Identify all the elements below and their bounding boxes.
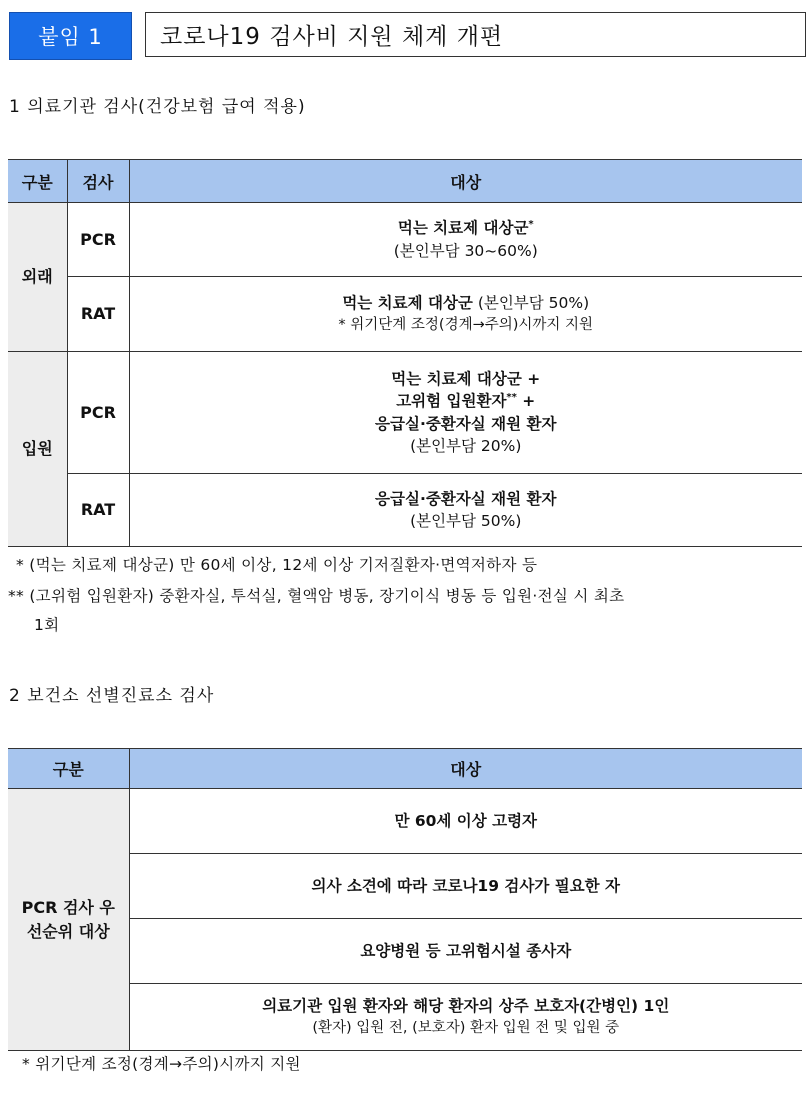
test-type: RAT <box>67 277 129 352</box>
document-header <box>9 12 809 60</box>
table-header-row <box>8 160 802 203</box>
section1-table <box>8 159 802 547</box>
target-cell <box>129 474 802 547</box>
target-cell <box>129 984 802 1051</box>
table-row <box>8 203 802 277</box>
section2-heading: 2 보건소 선별진료소 검사 <box>9 686 215 706</box>
table-row <box>8 474 802 547</box>
group-label-pcr-priority <box>8 789 129 1051</box>
table-header-row <box>8 749 802 789</box>
group-label-line: PCR 검사 우 <box>21 898 115 918</box>
group-label-outpatient: 외래 <box>8 203 67 352</box>
target-cell: 요양병원 등 고위험시설 종사자 <box>129 919 802 984</box>
target-text: 먹는 치료제 대상군 <box>397 219 529 238</box>
test-type: PCR <box>67 203 129 277</box>
attachment-badge: 붙임 1 <box>9 12 132 60</box>
column-header-category: 구분 <box>8 160 67 203</box>
support-note: * 위기단계 조정(경계→주의)시까지 지원 <box>338 316 594 333</box>
copay-text: (본인부담 50%) <box>410 512 522 530</box>
footnote-mark: ** <box>506 391 517 403</box>
target-text: 먹는 치료제 대상군 <box>342 294 473 313</box>
copay-text: (본인부담 20%) <box>410 436 522 455</box>
test-type: RAT <box>67 474 129 547</box>
footnote-2: ** (고위험 입원환자) 중환자실, 투석실, 혈액암 병동, 장기이식 병동 등 입원·전실 시 최초 <box>8 587 625 605</box>
group-label-inpatient: 입원 <box>8 352 67 547</box>
target-text: 응급실·중환자실 재원 환자 <box>375 414 557 433</box>
footnote-mark: * <box>528 218 534 230</box>
copay-text: (본인부담 50%) <box>472 294 590 313</box>
column-header-test: 검사 <box>67 160 129 203</box>
target-text: 의료기관 입원 환자와 해당 환자의 상주 보호자(간병인) 1인 <box>262 997 670 1016</box>
target-cell: 의사 소견에 따라 코로나19 검사가 필요한 자 <box>129 854 802 919</box>
footnote-2-continued: 1회 <box>34 616 60 634</box>
section1-heading: 1 의료기관 검사(건강보험 급여 적용) <box>9 97 306 117</box>
target-text: 응급실·중환자실 재원 환자 <box>375 489 557 508</box>
test-type: PCR <box>67 352 129 474</box>
table-row <box>8 789 802 854</box>
footnote-section2: * 위기단계 조정(경계→주의)시까지 지원 <box>22 1055 301 1073</box>
copay-text: (본인부담 30~60%) <box>393 241 538 260</box>
target-cell: 만 60세 이상 고령자 <box>129 789 802 854</box>
column-header-target: 대상 <box>129 749 802 789</box>
target-cell <box>129 203 802 277</box>
column-header-target: 대상 <box>129 160 802 203</box>
section2-table <box>8 748 802 1051</box>
target-text: 먹는 치료제 대상군 + <box>391 369 541 388</box>
column-header-category: 구분 <box>8 749 129 789</box>
target-text: 고위험 입원환자 <box>396 392 507 411</box>
group-label-line: 선순위 대상 <box>26 921 110 941</box>
target-cell <box>129 352 802 474</box>
table-row <box>8 277 802 352</box>
table-row <box>8 352 802 474</box>
target-subtext: (환자) 입원 전, (보호자) 환자 입원 전 및 입원 중 <box>312 1019 620 1036</box>
plus-sign: + <box>516 392 536 411</box>
footnote-1: * (먹는 치료제 대상군) 만 60세 이상, 12세 이상 기저질환자·면역저하자 등 <box>16 556 538 574</box>
document-title: 코로나19 검사비 지원 체계 개편 <box>145 12 806 57</box>
target-cell <box>129 277 802 352</box>
